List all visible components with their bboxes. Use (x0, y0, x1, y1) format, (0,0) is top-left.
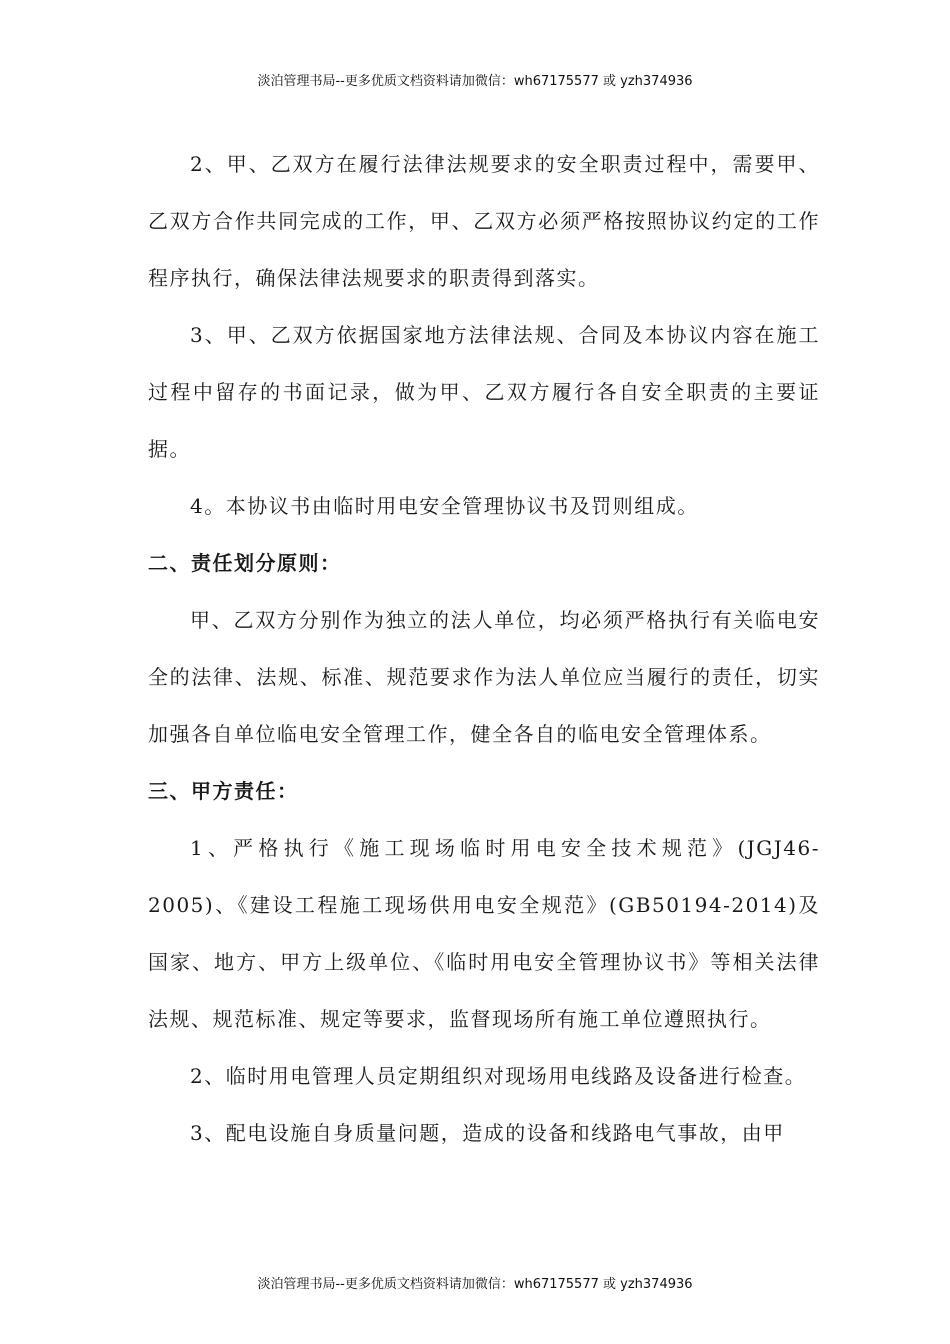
document-body (148, 136, 820, 1162)
paragraph-item-4: 4。本协议书由临时用电安全管理协议书及罚则组成。 (190, 494, 699, 518)
paragraph-party-a-2: 2、临时用电管理人员定期组织对现场用电线路及设备进行检查。 (190, 1064, 807, 1088)
paragraph-party-a-3: 3、配电设施自身质量问题，造成的设备和线路电气事故，由甲 (190, 1121, 785, 1145)
paragraph-item-2: 2、甲、乙双方在履行法律法规要求的安全职责过程中，需要甲、乙双方合作共同完成的工作，甲、乙双方必须严格按照协议约定的工作程序执行，确保法律法规要求的职责得到落实。 (148, 152, 820, 290)
section-heading-responsibility-division: 二、责任划分原则： (148, 551, 342, 575)
paragraph-item-3: 3、甲、乙双方依据国家地方法律法规、合同及本协议内容在施工过程中留存的书面记录，做为甲、乙双方履行各自安全职责的主要证据。 (148, 323, 820, 461)
page-header: 淡泊管理书局--更多优质文档资料请加微信：wh67175577 或 yzh374936 (257, 74, 693, 89)
paragraph-party-a-1: 1、严格执行《施工现场临时用电安全技术规范》(JGJ46-2005)、《建设工程施工现场供用电安全规范》(GB50194-2014)及国家、地方、甲方上级单位、《临时用电安全管理协议书》等相关法律法规、规范标准、规定等要求，监督现场所有施工单位遵照执行。 (148, 836, 820, 1031)
section-heading-party-a-responsibility: 三、甲方责任： (148, 779, 299, 803)
paragraph-principle: 甲、乙双方分别作为独立的法人单位，均必须严格执行有关临电安全的法律、法规、标准、规范要求作为法人单位应当履行的责任，切实加强各自单位临电安全管理工作，健全各自的临电安全管理体系。 (148, 608, 820, 746)
page-footer: 淡泊管理书局--更多优质文档资料请加微信：wh67175577 或 yzh374936 (257, 1277, 693, 1292)
